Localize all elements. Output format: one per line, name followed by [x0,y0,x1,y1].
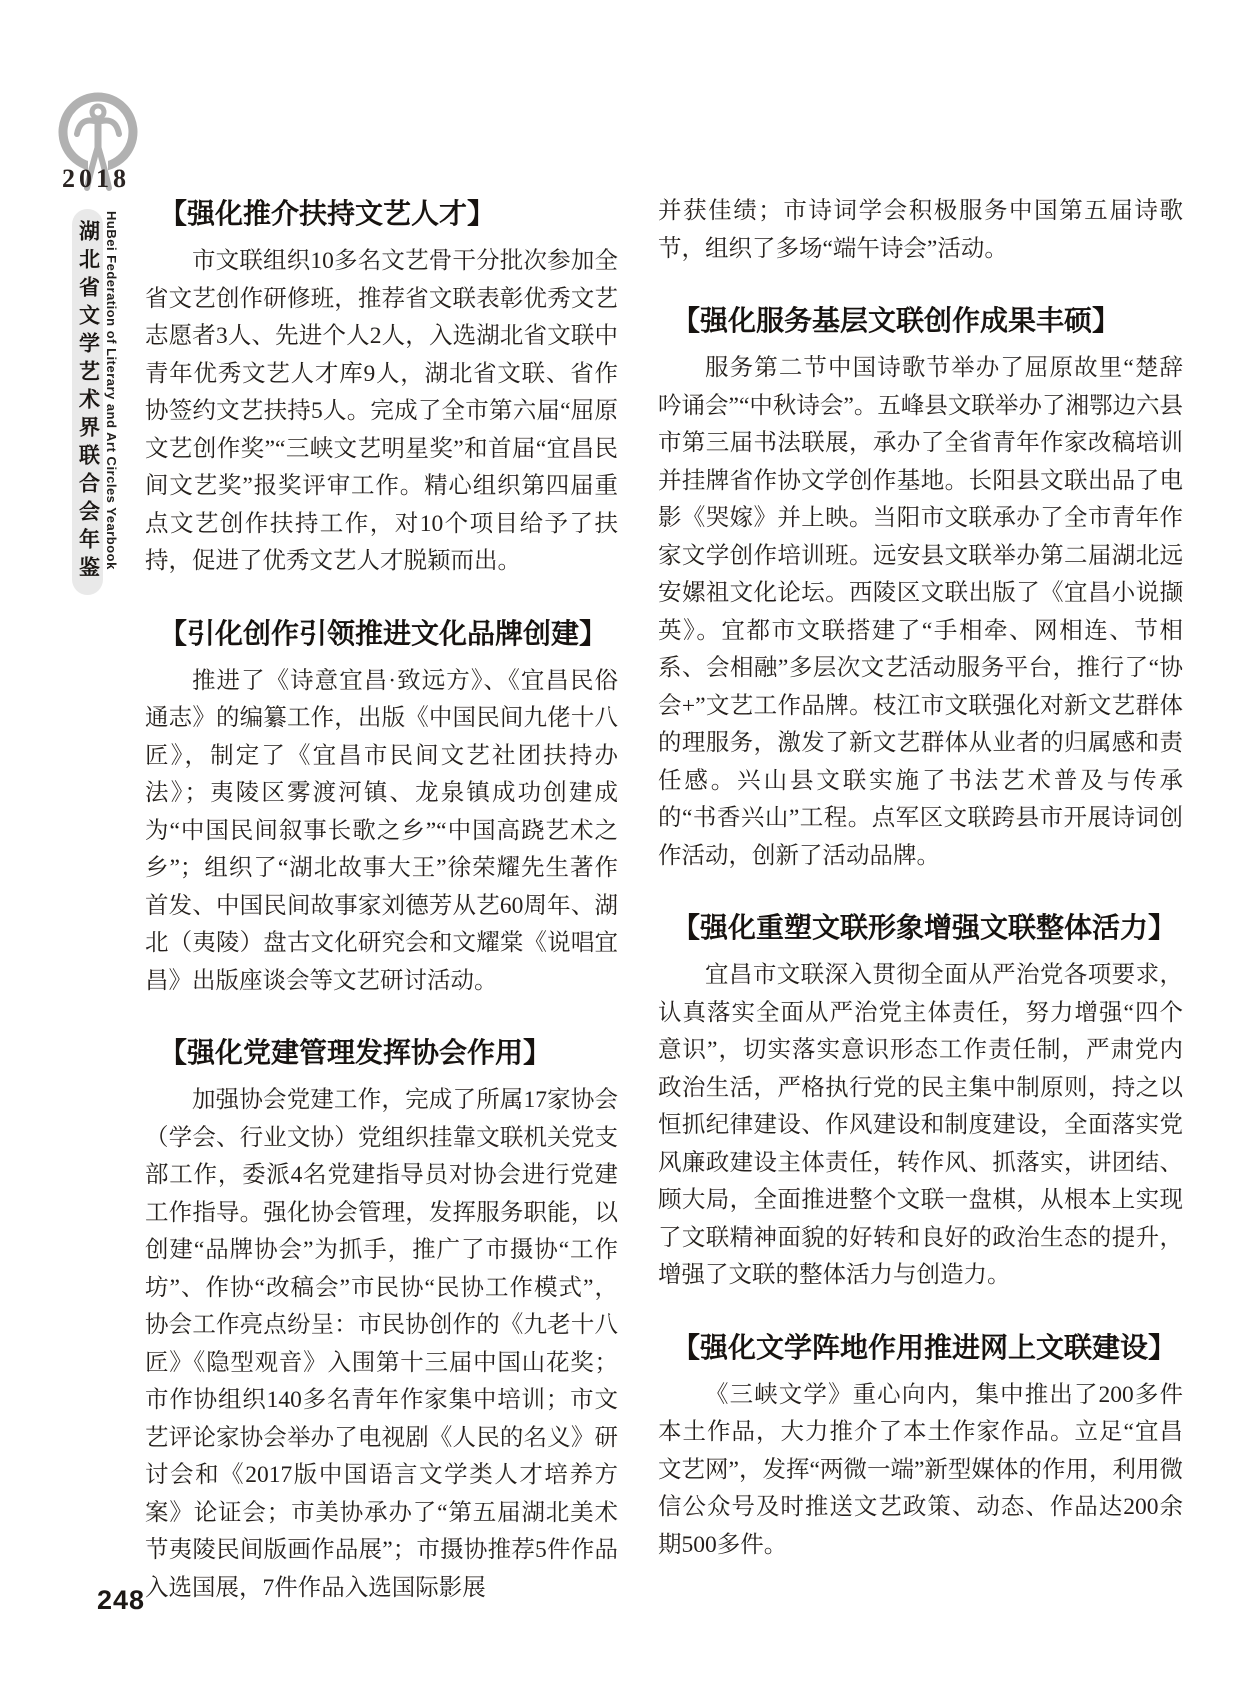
sidebar-title-cn: 湖北省文学艺术界联合会年鉴 [76,220,100,584]
continuation-paragraph: 并获佳绩；市诗词学会积极服务中国第五届诗歌节，组织了多场“端午诗会”活动。 [658,198,1183,262]
right-column [658,193,1183,1564]
section-body: 市文联组织10多名文艺骨干分批次参加全省文艺创作研修班，推荐省文联表彰优秀文艺志愿者3人、先进个人2人，入选湖北省文联中青年优秀文艺人才库9人，湖北省文联、省作协签约文艺扶持5人。完成了全市第六届“屈原文艺创作奖”“三峡文艺明星奖”和首届“宜昌民间文艺奖”报奖评审工作。精心组织第四届重点文艺创作扶持工作，对10个项目给予了扶持，促进了优秀文艺人才脱颖而出。 [145,248,618,574]
section-party-building [145,1032,618,1607]
section-grassroots-service [658,300,1183,875]
sidebar-title-pill [72,209,103,595]
section-title: 【强化服务基层文联创作成果丰硕】 [672,305,1121,336]
section-title: 【强化重塑文联形象增强文联整体活力】 [672,912,1177,943]
section-culture-brand [145,613,618,1001]
section-title: 【引化创作引领推进文化品牌创建】 [159,617,608,649]
left-column [145,193,618,1607]
section-title: 【强化文学阵地作用推进网上文联建设】 [672,1331,1177,1363]
section-talent-support [145,193,618,581]
year-label: 2018 [62,164,130,193]
section-title: 【强化党建管理发挥协会作用】 [159,1037,552,1068]
section-online-federation [658,1327,1183,1565]
section-title: 【强化推介扶持文艺人才】 [159,198,496,229]
sidebar-title-en: HuBei Federation of Literary and Art Circles Yearbook [104,211,119,570]
page-number: 248 [97,1585,146,1615]
section-body: 推进了《诗意宜昌·致远方》、《宜昌民俗通志》的编纂工作，出版《中国民间九佬十八匠》，制定了《宜昌市民间文艺社团扶持办法》；夷陵区雾渡河镇、龙泉镇成功创建成为“中国民间叙事长歌之乡”“中国高跷艺术之乡”；组织了“湖北故事大王”徐荣耀先生著作首发、中国民间故事家刘德芳从艺60周年、湖北（夷陵）盘古文化研究会和文耀棠《说唱宜昌》出版座谈会等文艺研讨活动。 [145,667,618,994]
section-body: 《三峡文学》重心向内，集中推出了200多件本土作品，大力推介了本土作家作品。立足“宜昌文艺网”，发挥“两微一端”新型媒体的作用，利用微信公众号及时推送文艺政策、动态、作品达200余期500多件。 [658,1381,1183,1558]
section-body: 加强协会党建工作，完成了所属17家协会（学会、行业文协）党组织挂靠文联机关党支部工作，委派4名党建指导员对协会进行党建工作指导。强化协会管理，发挥服务职能，以创建“品牌协会”为抓手，推广了市摄协“工作坊”、作协“改稿会”市民协“民协工作模式”，协会工作亮点纷呈：市民协创作的《九老十八匠》《隐型观音》入围第十三届中国山花奖；市作协组织140多名青年作家集中培训；市文艺评论家协会举办了电视剧《人民的名义》研讨会和《2017版中国语言文学类人才培养方案》论证会；市美协承办了“第五届湖北美术节夷陵民间版画作品展”；市摄协推荐5件作品入选国展，7件作品入选国际影展 [145,1087,618,1601]
section-image-vitality [658,907,1183,1295]
section-body: 宜昌市文联深入贯彻全面从严治党各项要求，认真落实全面从严治党主体责任，努力增强“四个意识”，切实落实意识形态工作责任制，严肃党内政治生活，严格执行党的民主集中制原则，持之以恒抓纪律建设、作风建设和制度建设，全面落实党风廉政建设主体责任，转作风、抓落实，讲团结、顾大局，全面推进整个文联一盘棋，从根本上实现了文联精神面貌的好转和良好的政治生态的提升，增强了文联的整体活力与创造力。 [658,962,1183,1288]
section-body: 服务第二节中国诗歌节举办了屈原故里“楚辞吟诵会”“中秋诗会”。五峰县文联举办了湘鄂边六县市第三届书法联展，承办了全省青年作家改稿培训并挂牌省作协文学创作基地。长阳县文联出品了电影《哭嫁》并上映。当阳市文联承办了全市青年作家文学创作培训班。远安县文联举办第二届湖北远安嫘祖文化论坛。西陵区文联出版了《宜昌小说撷英》。宜都市文联搭建了“手相牵、网相连、节相系、会相融”多层次文艺活动服务平台，推行了“协会+”文艺工作品牌。枝江市文联强化对新文艺群体的理服务，激发了新文艺群体从业者的归属感和责任感。兴山县文联实施了书法艺术普及与传承的“书香兴山”工程。点军区文联跨县市开展诗词创作活动，创新了活动品牌。 [658,355,1183,869]
